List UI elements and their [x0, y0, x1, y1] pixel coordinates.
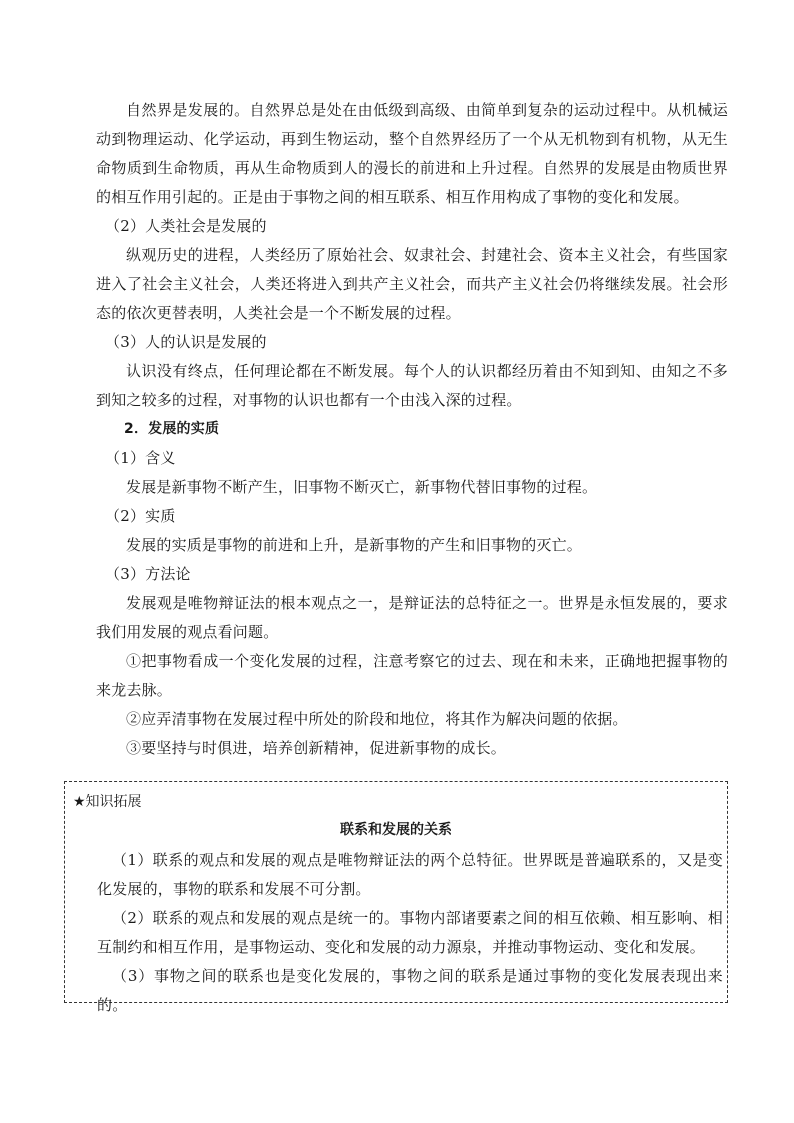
knowledge-extension-box	[64, 781, 728, 1014]
list-item-2: ②应弄清事物在发展过程中所处的阶段和地位，将其作为解决问题的依据。	[126, 710, 628, 728]
paragraph-meaning: 发展是新事物不断产生，旧事物不断灭亡，新事物代替旧事物的过程。	[126, 478, 598, 496]
subheading-meaning: （1）含义	[105, 449, 176, 467]
list-item-3: ③要坚持与时俱进，培养创新精神，促进新事物的成长。	[126, 739, 507, 757]
box-body	[97, 846, 723, 1020]
subheading-substance: （2）实质	[105, 507, 176, 525]
box-paragraph-1: （1）联系的观点和发展的观点是唯物辩证法的两个总特征。世界既是普遍联系的，又是变化发展的，事物的联系和发展不可分割。	[97, 851, 723, 898]
paragraph-cognition: 认识没有终点，任何理论都在不断发展。每个人的认识都经历着由不知到知、由知之不多到知之较多的过程，对事物的认识也都有一个由浅入深的过程。	[96, 362, 728, 409]
paragraph-method: 发展观是唯物辩证法的根本观点之一，是辩证法的总特征之一。世界是永恒发展的，要求我们用发展的观点看问题。	[96, 594, 728, 641]
subheading-cognition: （3）人的认识是发展的	[105, 333, 267, 351]
main-content	[96, 96, 728, 763]
paragraph-society: 纵观历史的进程，人类经历了原始社会、奴隶社会、封建社会、资本主义社会，有些国家进入了社会主义社会，人类还将进入到共产主义社会，而共产主义社会仍将继续发展。社会形态的依次更替表明，人类社会是一个不断发展的过程。	[96, 246, 728, 322]
paragraph-substance: 发展的实质是事物的前进和上升，是新事物的产生和旧事物的灭亡。	[126, 536, 583, 554]
section-heading-essence: 2．发展的实质	[124, 421, 220, 437]
box-paragraph-2: （2）联系的观点和发展的观点是统一的。事物内部诸要素之间的相互依赖、相互影响、相互制约和相互作用，是事物运动、变化和发展的动力源泉，并推动事物运动、变化和发展。	[97, 909, 723, 956]
box-paragraph-3: （3）事物之间的联系也是变化发展的，事物之间的联系是通过事物的变化发展表现出来的。	[97, 967, 723, 1014]
subheading-society: （2）人类社会是发展的	[105, 217, 267, 235]
subheading-method: （3）方法论	[105, 565, 191, 583]
paragraph-nature: 自然界是发展的。自然界总是处在由低级到高级、由简单到复杂的运动过程中。从机械运动到物理运动、化学运动，再到生物运动，整个自然界经历了一个从无机物到有机物，从无生命物质到生命物质，再从生命物质到人的漫长的前进和上升过程。自然界的发展是由物质世界的相互作用引起的。正是由于事物之间的相互联系、相互作用构成了事物的变化和发展。	[96, 101, 728, 206]
box-title: 联系和发展的关系	[340, 822, 452, 838]
list-item-1: ①把事物看成一个变化发展的过程，注意考察它的过去、现在和未来，正确地把握事物的来龙去脉。	[96, 652, 728, 699]
box-label: ★知识拓展	[73, 794, 142, 810]
